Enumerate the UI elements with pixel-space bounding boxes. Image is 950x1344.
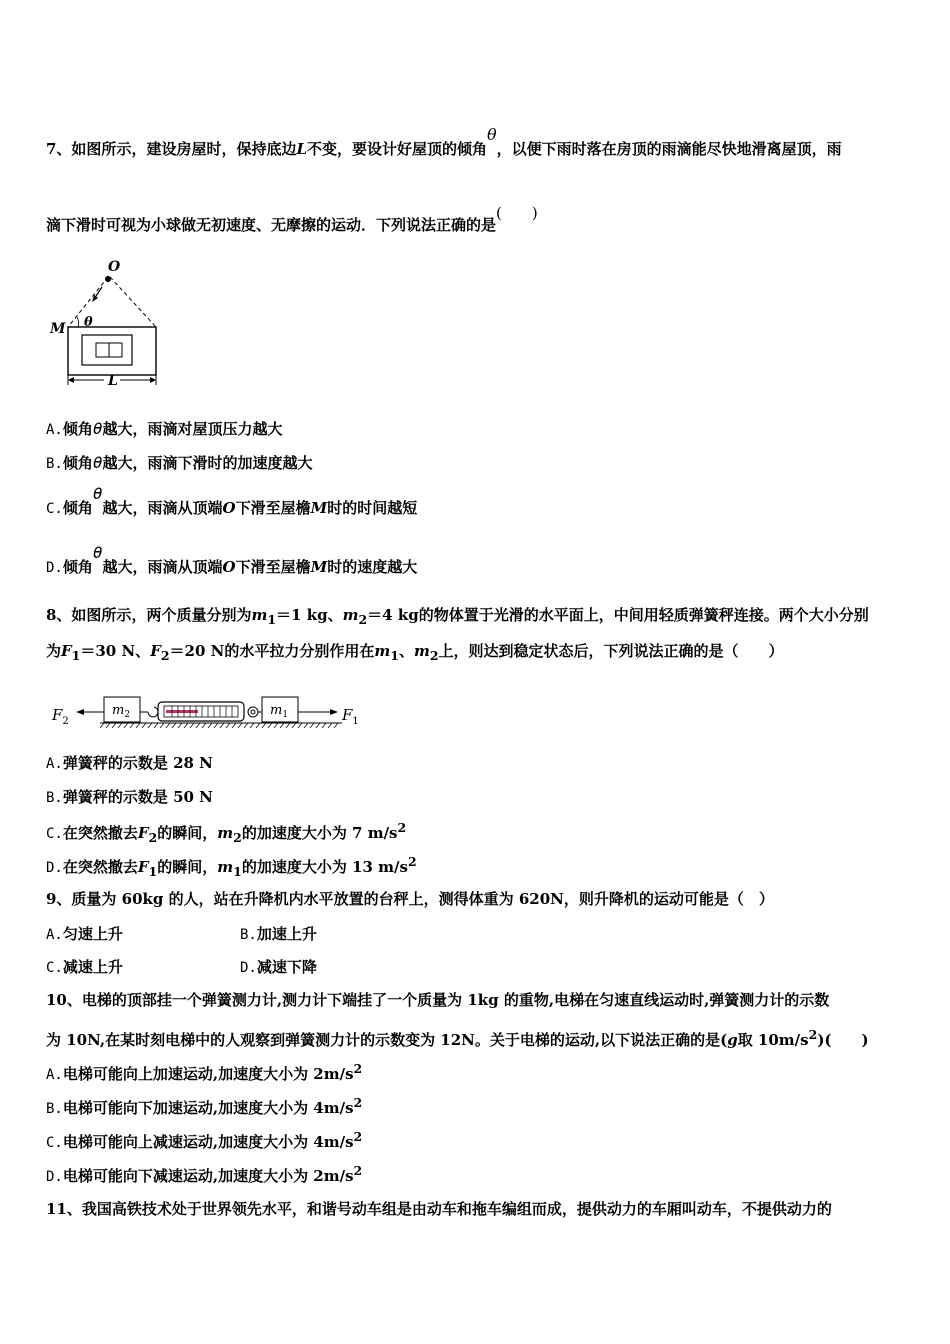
q7-option-b: B.倾角θ越大，雨滴下滑时的加速度越大 — [46, 453, 313, 472]
house-door — [82, 335, 132, 365]
hook-icon — [148, 707, 158, 717]
force-arrowhead-left-icon — [76, 709, 84, 715]
q10-option-b: B.电梯可能向下加速运动,加速度大小为 $4m/s^2$ — [46, 1095, 363, 1117]
angle-arc — [77, 317, 79, 327]
fig-label-F1: $F_1$ — [342, 706, 359, 727]
q9-option-a: A.匀速上升 — [46, 925, 123, 943]
q9-option-c: C.减速上升 — [46, 958, 123, 976]
theta-symbol: θ — [487, 125, 497, 144]
q8-stem-line2: 为$F_1=30$ N、$F_2=20$ N的水平拉力分别作用在$m_1$、$m_2$上，则达到稳定状态后，下列说法正确的是（ ） — [46, 642, 784, 663]
ground-hatch — [100, 723, 338, 728]
q7-stem-line1: 7、如图所示，建设房屋时，保持底边L不变，要设计好屋顶的倾角θ，以便下雨时落在房顶的雨滴能尽快地滑离屋顶，雨 — [46, 125, 842, 158]
q10-option-c: C.电梯可能向上减速运动,加速度大小为 $4m/s^2$ — [46, 1129, 363, 1151]
q7-stem-line2: 滴下滑时可视为小球做无初速度、无摩擦的运动．下列说法正确的是( ) — [46, 204, 538, 234]
fig-label-O: O — [108, 259, 121, 275]
fig-label-m1: $m_1$ — [270, 703, 289, 720]
answer-blank: ( ) — [496, 204, 538, 222]
q8-option-d: D.在突然撤去$F_1$的瞬间，$m_1$的加速度大小为 13 $m/s^2$ — [46, 854, 417, 879]
fig-label-theta: θ — [84, 315, 93, 330]
q7-option-c: C.倾角θ越大，雨滴从顶端O下滑至屋檐M时的时间越短 — [46, 484, 418, 517]
force-arrowhead-right-icon — [330, 709, 338, 715]
q8-option-a: A.弹簧秤的示数是 28 N — [46, 754, 213, 772]
house-wall — [68, 327, 156, 375]
fig-label-M: M — [50, 321, 66, 337]
q8-spring-figure — [48, 692, 378, 737]
q7-house-figure — [44, 255, 174, 390]
q9-stem: 9、质量为 60kg 的人，站在升降机内水平放置的台秤上，测得体重为 620N，则升降机的运动可能是（ ） — [46, 890, 774, 908]
fig-label-F2: $F_2$ — [52, 706, 69, 727]
ring-icon — [248, 707, 258, 717]
q10-option-d: D.电梯可能向下减速运动,加速度大小为 $2m/s^2$ — [46, 1163, 363, 1185]
roof-right-line — [110, 277, 156, 327]
q8-option-b: B.弹簧秤的示数是 50 N — [46, 788, 213, 806]
q10-stem-line1: 10、电梯的顶部挂一个弹簧测力计,测力计下端挂了一个质量为 1kg 的重物,电梯在匀速直线运动时,弹簧测力计的示数 — [46, 991, 830, 1009]
q7-option-d: D.倾角θ越大，雨滴从顶端O下滑至屋檐M时的速度越大 — [46, 543, 418, 576]
q7-option-a: A.倾角θ越大，雨滴对屋顶压力越大 — [46, 419, 283, 438]
q11-stem-line1: 11、我国高铁技术处于世界领先水平，和谐号动车组是由动车和拖车编组而成，提供动力的车厢叫动车，不提供动力的 — [46, 1200, 832, 1218]
q9-option-d: D.减速下降 — [240, 958, 317, 976]
q8-stem-line1: 8、如图所示，两个质量分别为$m_1=1$ kg、$m_2=4$ kg的物体置于光滑的水平面上，中间用轻质弹簧秤连接。两个大小分别 — [46, 606, 869, 627]
fig-label-L: L — [108, 373, 118, 389]
dim-arrow-left-icon — [68, 377, 74, 383]
q8-option-c: C.在突然撤去$F_2$的瞬间，$m_2$的加速度大小为 7 $m/s^2$ — [46, 820, 407, 845]
q10-option-a: A.电梯可能向上加速运动,加速度大小为 $2m/s^2$ — [46, 1061, 363, 1083]
q9-option-b: B.加速上升 — [240, 925, 317, 943]
q10-stem-line2: 为 10N,在某时刻电梯中的人观察到弹簧测力计的示数变为 12N。关于电梯的运动,以下说法正确的是(g取 $10m/s^2$)( ) — [46, 1027, 869, 1049]
dim-arrow-right-icon — [150, 377, 156, 383]
fig-label-m2: $m_2$ — [112, 703, 131, 720]
